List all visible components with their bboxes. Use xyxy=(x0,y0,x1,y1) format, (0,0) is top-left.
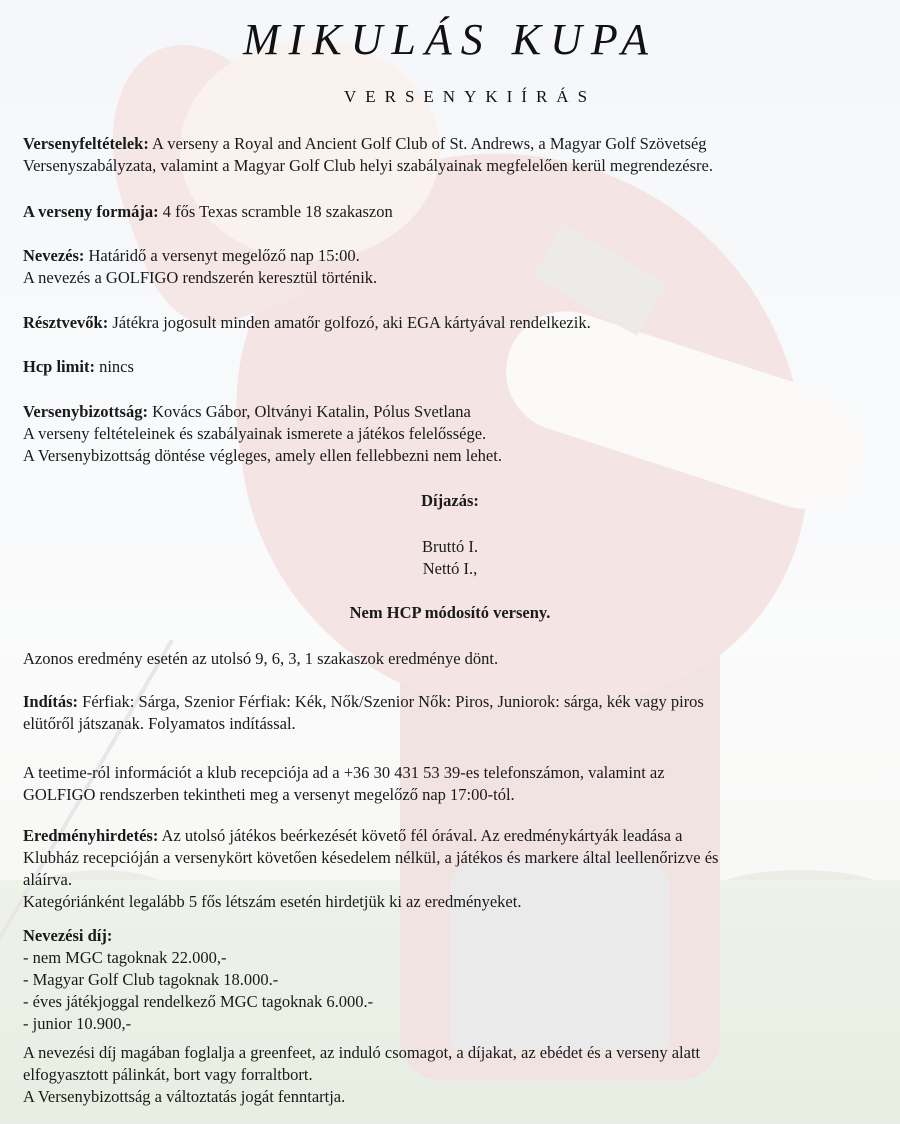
committee-line1: Kovács Gábor, Oltványi Katalin, Pólus Svetlana xyxy=(147,402,471,421)
fee-item: - Magyar Golf Club tagoknak 18.000.- xyxy=(23,970,279,989)
teetime-line2: GOLFIGO rendszerben tekintheti meg a versenyt megelőző nap 17:00-tól. xyxy=(23,785,515,804)
page-subtitle: VERSENYKIÍRÁS xyxy=(343,87,597,106)
page-title: MIKULÁS KUPA xyxy=(243,15,657,64)
tie-section xyxy=(23,648,893,670)
participants-value: Játékra jogosult minden amatőr golfozó, aki EGA kártyával rendelkezik. xyxy=(108,313,591,332)
prizes-note-text: Nem HCP módosító verseny. xyxy=(349,603,551,622)
teetime-section xyxy=(23,762,893,806)
start-line2: elütőről játszanak. Folyamatos indítással. xyxy=(23,714,296,733)
hcp-section xyxy=(23,356,893,378)
prizes-list xyxy=(0,536,900,580)
results-line2: Klubház recepcióján a versenykört követően késedelem nélkül, a játékos és markere által leellenőrizve és xyxy=(23,848,719,867)
entry-section xyxy=(23,245,893,289)
footer-line2: elfogyasztott pálinkát, bort vagy forraltbort. xyxy=(23,1065,313,1084)
footer-line3: A Versenybizottság a változtatás jogát fenntartja. xyxy=(23,1087,346,1106)
results-label: Eredményhirdetés: xyxy=(23,826,159,845)
fee-item: - junior 10.900,- xyxy=(23,1014,132,1033)
prize-item: Bruttó I. xyxy=(422,537,478,556)
start-line1: Férfiak: Sárga, Szenior Férfiak: Kék, Nők/Szenior Nők: Piros, Juniorok: sárga, kék vagy piros xyxy=(78,692,704,711)
committee-line2: A verseny feltételeinek és szabályainak ismerete a játékos felelőssége. xyxy=(23,424,487,443)
hcp-value: nincs xyxy=(94,357,134,376)
start-label: Indítás: xyxy=(23,692,79,711)
conditions-line2: Versenyszabályzata, valamint a Magyar Golf Club helyi szabályainak megfelelően kerül megrendezésre. xyxy=(23,156,713,175)
fee-item: - éves játékjoggal rendelkező MGC tagoknak 6.000.- xyxy=(23,992,374,1011)
prizes-heading-text: Díjazás: xyxy=(421,491,479,510)
prizes-note xyxy=(0,602,900,624)
start-section xyxy=(23,691,893,735)
results-line3: aláírva. xyxy=(23,870,73,889)
results-line1: Az utolsó játékos beérkezését követő fél órával. Az eredménykártyák leadása a xyxy=(158,826,683,845)
prizes-heading xyxy=(0,490,900,512)
results-line4: Kategóriánként legalább 5 fős létszám esetén hirdetjük ki az eredményeket. xyxy=(23,892,522,911)
participants-section xyxy=(23,312,893,334)
format-section xyxy=(23,201,893,223)
conditions-line1: A verseny a Royal and Ancient Golf Club of St. Andrews, a Magyar Golf Szövetség xyxy=(148,134,707,153)
committee-line3: A Versenybizottság döntése végleges, amely ellen fellebbezni nem lehet. xyxy=(23,446,502,465)
fee-heading: Nevezési díj: xyxy=(23,926,113,945)
entry-line1: Határidő a versenyt megelőző nap 15:00. xyxy=(84,246,360,265)
prize-item: Nettó I., xyxy=(422,559,478,578)
entry-label: Nevezés: xyxy=(23,246,85,265)
committee-label: Versenybizottság: xyxy=(23,402,148,421)
hcp-label: Hcp limit: xyxy=(23,357,95,376)
committee-section xyxy=(23,401,893,467)
format-value: 4 fős Texas scramble 18 szakaszon xyxy=(158,202,393,221)
conditions-label: Versenyfeltételek: xyxy=(23,134,149,153)
participants-label: Résztvevők: xyxy=(23,313,109,332)
fee-item: - nem MGC tagoknak 22.000,- xyxy=(23,948,227,967)
footer-line1: A nevezési díj magában foglalja a greenfeet, az induló csomagot, a díjakat, az ebédet és a verseny alatt xyxy=(23,1043,701,1062)
format-label: A verseny formája: xyxy=(23,202,159,221)
footer-section xyxy=(23,1042,893,1108)
entry-line2: A nevezés a GOLFIGO rendszerén keresztül történik. xyxy=(23,268,378,287)
fee-section xyxy=(23,925,893,1035)
results-section xyxy=(23,825,893,913)
teetime-line1: A teetime-ról információt a klub recepciója ad a +36 30 431 53 39-es telefonszámon, valamint az xyxy=(23,763,665,782)
tie-text: Azonos eredmény esetén az utolsó 9, 6, 3, 1 szakaszok eredménye dönt. xyxy=(23,649,499,668)
conditions-section xyxy=(23,133,893,177)
